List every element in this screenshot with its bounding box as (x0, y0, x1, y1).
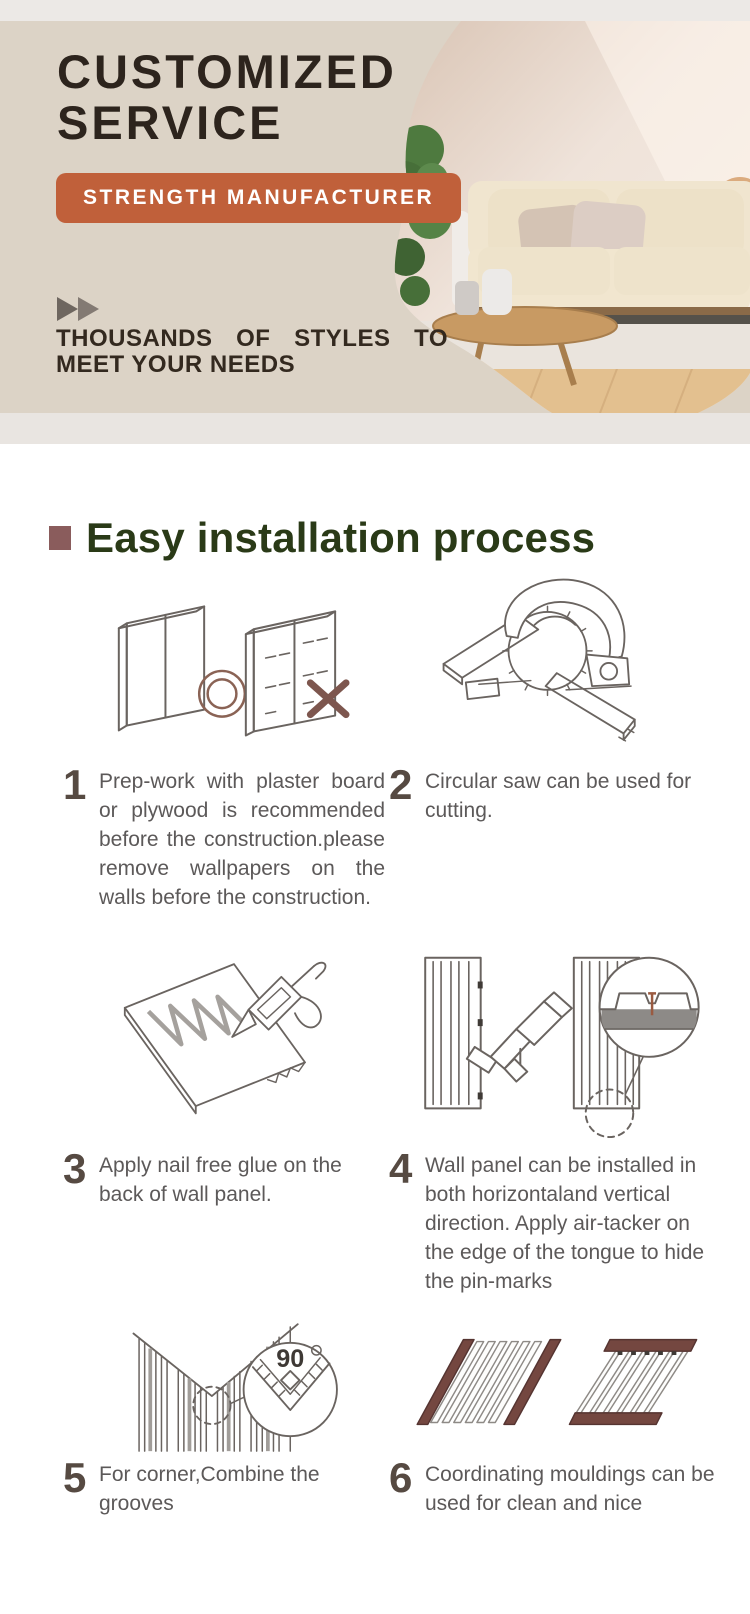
step-text: For corner,Combine the grooves (99, 1462, 320, 1515)
arrow-right-icon (78, 297, 99, 321)
step-text: Apply nail free glue on the back of wall panel. (99, 1153, 342, 1206)
circular-saw-icon (438, 566, 670, 758)
wall-panels-prep-icon (95, 586, 353, 738)
tagline-line1: THOUSANDS OF STYLES TO (56, 325, 448, 352)
hero-banner (0, 21, 750, 413)
step-3-illustration (63, 929, 385, 1144)
step-3-caption (63, 1144, 385, 1210)
double-arrow-icon (57, 297, 99, 321)
step-6-illustration (389, 1313, 719, 1453)
step-5-illustration (63, 1313, 385, 1453)
glue-gun-icon (110, 955, 338, 1117)
hero-title-line1: CUSTOMIZED (57, 45, 397, 98)
step-number: 6 (389, 1453, 411, 1501)
step-2-caption (389, 761, 719, 826)
step-1-caption (63, 761, 385, 913)
top-strip (0, 0, 750, 21)
mouldings-icon (404, 1330, 704, 1436)
step-text: Prep-work with plaster board or plywood is recommended before the construction.please remove wallpapers on the walls before the construction. (99, 770, 385, 909)
tagline-line2: MEET YOUR NEEDS (56, 351, 296, 379)
section-title: Easy installation process (86, 514, 596, 561)
step-2-illustration (389, 564, 719, 760)
step-text: Circular saw can be used for cutting. (425, 770, 692, 822)
step-number: 3 (63, 1144, 85, 1192)
divider-strip (0, 413, 750, 444)
step-4-caption (389, 1144, 719, 1297)
step-text: Coordinating mouldings can be used for clean and nice (425, 1462, 715, 1515)
corner-groove-icon (100, 1313, 348, 1453)
step-1 (63, 564, 385, 913)
step-5 (63, 1313, 385, 1519)
section-heading (49, 514, 723, 562)
step-6-caption (389, 1453, 719, 1519)
step-2 (389, 564, 719, 913)
step-text: Wall panel can be installed in both horizontaland vertical direction. Apply air-tacker on the edge of the tongue to hide the pin-marks (425, 1153, 705, 1293)
step-3 (63, 929, 385, 1297)
step-number: 1 (63, 761, 85, 808)
hero-title-line2: SERVICE (57, 95, 284, 149)
installation-section (0, 444, 750, 1519)
air-tacker-panels-icon (404, 930, 704, 1143)
step-number: 5 (63, 1453, 85, 1501)
step-1-illustration (63, 564, 385, 760)
step-4 (389, 929, 719, 1297)
step-4-illustration (389, 929, 719, 1144)
step-6 (389, 1313, 719, 1519)
hero-title (57, 47, 397, 149)
arrow-right-icon (57, 297, 78, 321)
heading-bullet-square (49, 526, 71, 550)
hero-tagline (56, 326, 448, 379)
strength-manufacturer-badge: STRENGTH MANUFACTURER (56, 173, 461, 223)
step-number: 4 (389, 1144, 411, 1192)
step-number: 2 (389, 761, 411, 808)
steps-grid (63, 564, 723, 1519)
angle-callout: 90 (276, 1344, 305, 1373)
step-5-caption (63, 1453, 385, 1519)
